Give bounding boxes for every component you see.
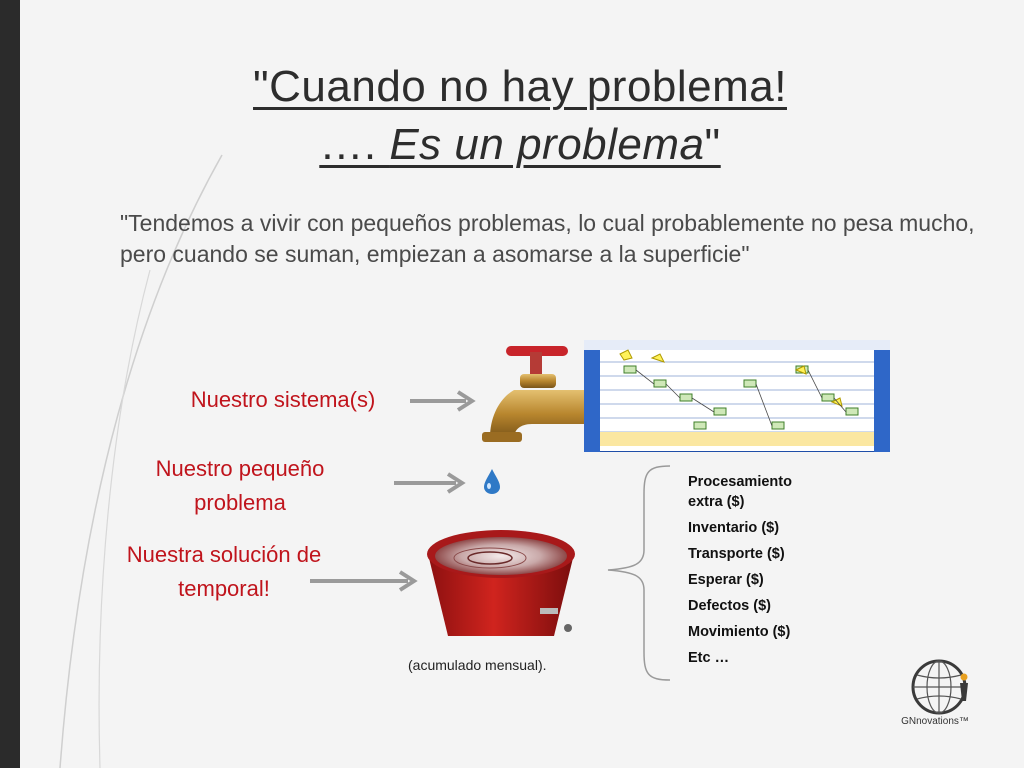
globe-logo-icon bbox=[906, 657, 976, 717]
waste-item: Movimiento ($) bbox=[688, 624, 791, 640]
waste-item: Etc … bbox=[688, 650, 730, 666]
left-accent-bar bbox=[0, 0, 20, 768]
label-nuestra-solucion: Nuestra solución de temporal! bbox=[126, 542, 322, 601]
title-line-2-italic: Es un problema bbox=[389, 120, 705, 169]
title-line-2-prefix: …. bbox=[319, 120, 390, 169]
waste-item: Procesamiento extra ($) bbox=[688, 474, 792, 510]
waste-item: Transporte ($) bbox=[688, 546, 785, 562]
label-nuestro-problema: Nuestro pequeño problema bbox=[155, 456, 325, 515]
title-line-2-suffix: " bbox=[704, 120, 721, 169]
waste-item: Inventario ($) bbox=[688, 520, 780, 536]
title-line-2 bbox=[319, 120, 720, 169]
label-nuestro-sistema: Nuestro sistema(s) bbox=[190, 387, 376, 412]
faucet-icon bbox=[470, 338, 590, 450]
logo-text: GNnovations™ bbox=[901, 716, 969, 727]
waste-item: Esperar ($) bbox=[688, 572, 764, 588]
arrow-right-icon bbox=[308, 568, 420, 594]
caption-acumulado: (acumulado mensual). bbox=[408, 657, 547, 673]
arrow-right-icon bbox=[408, 388, 478, 414]
brace-icon bbox=[604, 464, 680, 684]
waste-item: Defectos ($) bbox=[688, 598, 771, 614]
waste-list bbox=[688, 472, 828, 674]
water-drop-icon bbox=[482, 467, 502, 495]
arrow-right-icon bbox=[392, 470, 468, 496]
title-line-1: "Cuando no hay problema! bbox=[253, 62, 787, 111]
quote-text: "Tendemos a vivir con pequeños problemas, lo cual probablemente no pesa mucho, pero cuando se suman, empiezan a asomarse a la superficie" bbox=[120, 210, 975, 267]
process-chart-image bbox=[584, 340, 890, 452]
slide-title bbox=[150, 58, 890, 174]
bucket-icon bbox=[420, 518, 582, 642]
